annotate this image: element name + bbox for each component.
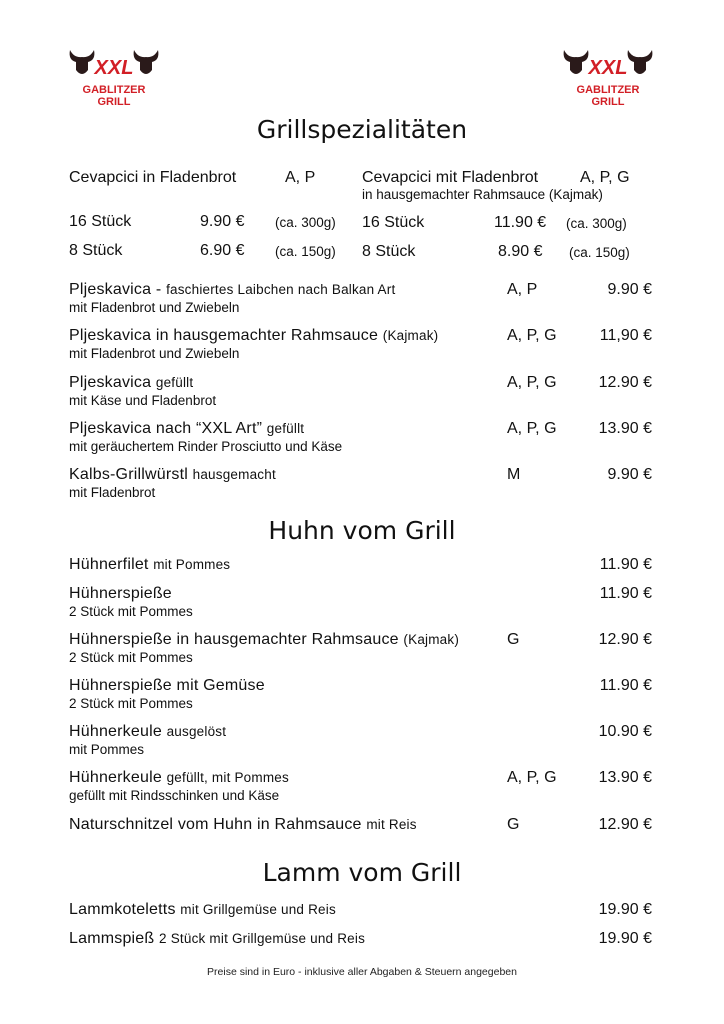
item-desc: 2 Stück mit Pommes xyxy=(69,650,193,665)
item-price: 9.90 € xyxy=(607,466,652,483)
item-price: 12.90 € xyxy=(598,374,652,391)
logo-left xyxy=(66,46,162,108)
item-name xyxy=(69,631,459,649)
item-allergens: G xyxy=(507,816,520,833)
item-desc: mit Fladenbrot und Zwiebeln xyxy=(69,346,240,361)
item-desc: in hausgemachter Rahmsauce (Kajmak) xyxy=(362,187,603,202)
item-title: Hühnerkeule xyxy=(69,769,162,786)
svg-text:GABLITZER: GABLITZER xyxy=(576,84,640,96)
size-weight: (ca. 300g) xyxy=(566,216,627,231)
menu-item xyxy=(69,466,652,506)
item-title: Pljeskavica - xyxy=(69,281,162,298)
item-name xyxy=(69,585,172,603)
size-qty: 8 Stück xyxy=(362,243,416,260)
size-qty: 16 Stück xyxy=(362,214,425,231)
size-weight: (ca. 150g) xyxy=(569,245,630,260)
svg-text:GRILL: GRILL xyxy=(591,96,625,108)
item-inline-desc: mit Pommes xyxy=(153,557,231,572)
item-allergens: A, P xyxy=(285,169,316,186)
item-allergens: A, P, G xyxy=(507,769,557,786)
item-name xyxy=(69,327,438,345)
item-price: 11,90 € xyxy=(599,327,652,344)
item-price: 13.90 € xyxy=(598,769,652,786)
item-price: 10.90 € xyxy=(598,723,652,740)
item-name xyxy=(69,723,226,741)
size-price: 9.90 € xyxy=(200,213,245,230)
item-name xyxy=(69,769,289,787)
size-price: 8.90 € xyxy=(498,243,543,260)
item-allergens: M xyxy=(507,466,521,483)
menu-item xyxy=(69,281,652,321)
item-title: Pljeskavica nach “XXL Art” xyxy=(69,420,263,437)
svg-text:GABLITZER: GABLITZER xyxy=(82,84,146,96)
menu-item xyxy=(69,327,652,367)
item-desc: mit Käse und Fladenbrot xyxy=(69,393,217,408)
item-inline-desc: ausgelöst xyxy=(166,724,227,739)
item-price: 11.90 € xyxy=(599,677,652,694)
menu-item xyxy=(69,677,652,717)
menu-item xyxy=(69,723,652,763)
item-price: 9.90 € xyxy=(607,281,652,298)
menu-item xyxy=(69,631,652,671)
svg-text:XXL: XXL xyxy=(588,57,628,79)
item-name xyxy=(69,677,265,695)
item-desc: mit Fladenbrot xyxy=(69,485,156,500)
logo-right xyxy=(560,46,656,108)
item-inline-desc: mit Grillgemüse und Reis xyxy=(180,902,336,917)
size-price: 6.90 € xyxy=(200,242,245,259)
section-title-grill: Grillspezialitäten xyxy=(256,115,468,144)
menu-item xyxy=(69,420,652,460)
item-desc: mit Pommes xyxy=(69,742,145,757)
item-inline-desc: mit Reis xyxy=(366,817,417,832)
item-name xyxy=(69,281,395,299)
svg-text:GRILL: GRILL xyxy=(97,96,131,108)
item-price: 12.90 € xyxy=(598,816,652,833)
item-title: Hühnerspieße in hausgemachter Rahmsauce xyxy=(69,631,399,648)
item-inline-desc: gefüllt, mit Pommes xyxy=(166,770,289,785)
item-title: Pljeskavica xyxy=(69,374,152,391)
item-name xyxy=(69,930,365,948)
menu-item xyxy=(69,374,652,414)
footer-note: Preise sind in Euro - inklusive aller Abgaben & Steuern angegeben xyxy=(207,966,517,978)
item-name xyxy=(69,901,336,919)
item-inline-desc: 2 Stück mit Grillgemüse und Reis xyxy=(159,931,366,946)
item-price: 13.90 € xyxy=(598,420,652,437)
svg-text:XXL: XXL xyxy=(94,57,134,79)
item-title: Lammkoteletts xyxy=(69,901,176,918)
item-title: Hühnerspieße xyxy=(69,585,172,602)
item-desc: mit geräuchertem Rinder Prosciutto und Käse xyxy=(69,439,343,454)
item-name xyxy=(69,374,193,392)
item-inline-desc: (Kajmak) xyxy=(403,632,460,647)
item-allergens: A, P xyxy=(507,281,538,298)
item-desc: gefüllt mit Rindsschinken und Käse xyxy=(69,788,280,803)
item-title: Hühnerspieße mit Gemüse xyxy=(69,677,265,694)
item-title: Lammspieß xyxy=(69,930,155,947)
menu-item xyxy=(69,769,652,809)
item-title: Hühnerfilet xyxy=(69,556,149,573)
item-title: Hühnerkeule xyxy=(69,723,162,740)
menu-item xyxy=(69,585,652,625)
item-inline-desc: hausgemacht xyxy=(192,467,276,482)
size-weight: (ca. 300g) xyxy=(275,215,336,230)
item-price: 12.90 € xyxy=(598,631,652,648)
size-qty: 8 Stück xyxy=(69,242,123,259)
item-allergens: G xyxy=(507,631,520,648)
item-title: Naturschnitzel vom Huhn in Rahmsauce xyxy=(69,816,362,833)
item-price: 19.90 € xyxy=(598,901,652,918)
section-title-lamm: Lamm vom Grill xyxy=(262,858,462,887)
size-weight: (ca. 150g) xyxy=(275,244,336,259)
item-price: 19.90 € xyxy=(598,930,652,947)
size-qty: 16 Stück xyxy=(69,213,132,230)
section-title-huhn: Huhn vom Grill xyxy=(268,516,456,545)
item-allergens: A, P, G xyxy=(507,374,557,391)
item-name xyxy=(69,816,417,834)
item-name: Cevapcici in Fladenbrot xyxy=(69,169,237,186)
item-inline-desc: gefüllt xyxy=(266,421,305,436)
item-inline-desc: (Kajmak) xyxy=(382,328,439,343)
size-price: 11.90 € xyxy=(494,214,547,231)
item-allergens: A, P, G xyxy=(580,169,630,186)
item-price: 11.90 € xyxy=(599,585,652,602)
item-allergens: A, P, G xyxy=(507,420,557,437)
item-name xyxy=(69,420,304,438)
item-inline-desc: gefüllt xyxy=(155,375,194,390)
item-name xyxy=(69,556,230,574)
item-inline-desc: faschiertes Laibchen nach Balkan Art xyxy=(166,282,396,297)
item-desc: 2 Stück mit Pommes xyxy=(69,696,193,711)
menu-item xyxy=(69,930,652,970)
item-title: Pljeskavica in hausgemachter Rahmsauce xyxy=(69,327,379,344)
item-name xyxy=(69,466,276,484)
item-name: Cevapcici mit Fladenbrot xyxy=(362,169,539,186)
item-allergens: A, P, G xyxy=(507,327,557,344)
menu-item xyxy=(69,816,652,856)
item-desc: mit Fladenbrot und Zwiebeln xyxy=(69,300,240,315)
item-desc: 2 Stück mit Pommes xyxy=(69,604,193,619)
item-title: Kalbs-Grillwürstl xyxy=(69,466,188,483)
item-price: 11.90 € xyxy=(599,556,652,573)
